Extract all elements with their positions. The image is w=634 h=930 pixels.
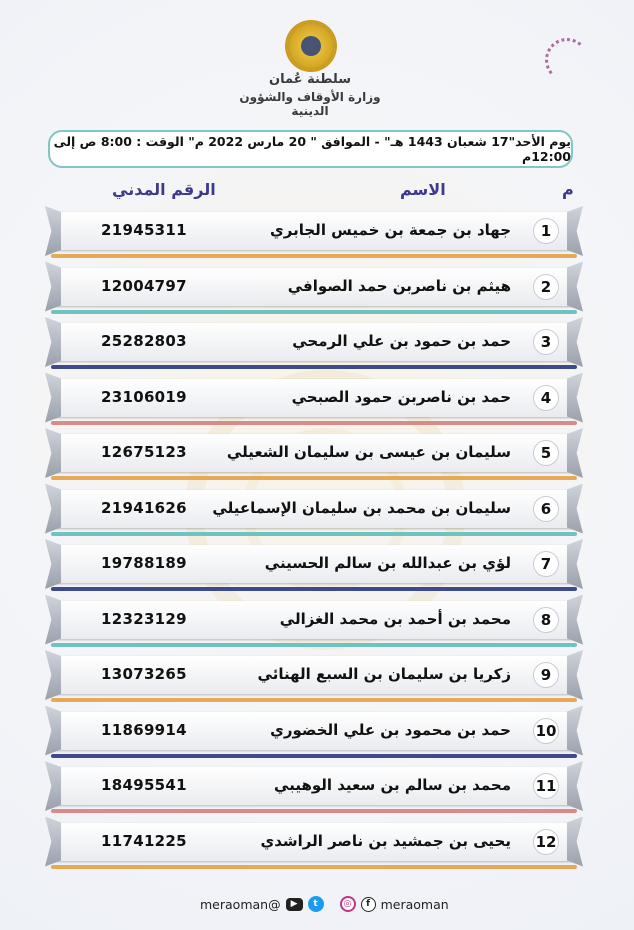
row-number-badge: 5 [533, 440, 559, 466]
row-civil-number: 13073265 [101, 665, 187, 683]
footer-handle-left[interactable]: meraoman@ [200, 896, 281, 912]
row-accent-stripe [51, 643, 577, 647]
table-row [55, 323, 573, 361]
row-accent-stripe [51, 254, 577, 258]
row-number-badge: 4 [533, 385, 559, 411]
row-civil-number: 12004797 [101, 276, 187, 295]
column-header-civil-number: الرقم المدني [112, 180, 216, 199]
row-civil-number: 18495541 [101, 776, 187, 794]
row-accent-stripe [51, 587, 577, 591]
footer-handle-right[interactable]: meraoman [380, 896, 449, 912]
row-number-badge: 10 [533, 718, 559, 744]
row-name: محمد بن أحمد بن محمد الغزالي [279, 609, 511, 628]
table-row [55, 490, 573, 528]
sultanate-title: سلطنة عُمان [268, 72, 352, 87]
row-accent-stripe [51, 421, 577, 425]
partner-logo-mark-icon [545, 38, 589, 82]
row-civil-number: 11741225 [101, 831, 187, 850]
row-number-badge: 8 [533, 607, 559, 633]
facebook-icon[interactable]: f [361, 897, 376, 912]
partner-logo [530, 38, 590, 74]
row-civil-number: 11869914 [101, 720, 187, 739]
table-row [55, 268, 573, 306]
row-number-badge: 12 [533, 829, 559, 855]
date-time-banner: يوم الأحد"17 شعبان 1443 هـ" - الموافق " 20 مارس 2022 م" الوقت : 8:00 ص إلى 12:00م [48, 130, 573, 168]
column-header-name: الاسم [400, 180, 446, 199]
youtube-icon[interactable]: ▶ [286, 898, 303, 911]
table-row [55, 545, 573, 583]
row-accent-stripe [51, 698, 577, 702]
row-accent-stripe [51, 809, 577, 813]
row-name: حمد بن ناصربن حمود الصبحي [291, 387, 511, 406]
row-accent-stripe [51, 865, 577, 869]
row-name: هيثم بن ناصربن حمد الصوافي [287, 276, 511, 295]
row-name: جهاد بن جمعة بن خميس الجابري [270, 221, 511, 239]
row-civil-number: 21941626 [101, 498, 187, 517]
row-accent-stripe [51, 754, 577, 758]
row-number-badge: 6 [533, 496, 559, 522]
row-name: سليمان بن محمد بن سليمان الإسماعيلي [212, 498, 511, 517]
row-name: يحيى بن جمشيد بن ناصر الراشدي [260, 831, 511, 850]
row-name: لؤي بن عبدالله بن سالم الحسيني [264, 554, 511, 572]
row-name: حمد بن محمود بن علي الخضوري [270, 720, 511, 739]
row-civil-number: 12323129 [101, 609, 187, 628]
row-accent-stripe [51, 310, 577, 314]
row-number-badge: 9 [533, 662, 559, 688]
row-number-badge: 3 [533, 329, 559, 355]
row-number-badge: 2 [533, 274, 559, 300]
table-row [55, 823, 573, 861]
row-accent-stripe [51, 532, 577, 536]
twitter-icon[interactable]: t [308, 896, 324, 912]
table-row [55, 379, 573, 417]
table-row [55, 434, 573, 472]
row-civil-number: 25282803 [101, 332, 187, 350]
row-name: سليمان بن عيسى بن سليمان الشعيلي [226, 443, 511, 461]
row-civil-number: 21945311 [101, 221, 187, 239]
ministry-title: وزارة الأوقاف والشؤون الدينية [239, 90, 381, 118]
row-number-badge: 11 [533, 773, 559, 799]
row-name: حمد بن حمود بن علي الرمحي [292, 332, 511, 350]
row-name: زكريا بن سليمان بن السبع الهنائي [257, 665, 511, 683]
row-accent-stripe [51, 476, 577, 480]
row-civil-number: 23106019 [101, 387, 187, 406]
table-row [55, 767, 573, 805]
table-row [55, 656, 573, 694]
row-accent-stripe [51, 365, 577, 369]
row-civil-number: 12675123 [101, 443, 187, 461]
column-header-number: م [562, 180, 574, 199]
row-number-badge: 7 [533, 551, 559, 577]
row-name: محمد بن سالم بن سعيد الوهيبي [274, 776, 511, 794]
table-row [55, 712, 573, 750]
ministry-emblem-logo [287, 22, 335, 70]
social-footer [200, 893, 449, 915]
row-civil-number: 19788189 [101, 554, 187, 572]
row-number-badge: 1 [533, 218, 559, 244]
instagram-icon[interactable]: ◎ [340, 896, 356, 912]
table-row [55, 212, 573, 250]
table-row [55, 601, 573, 639]
